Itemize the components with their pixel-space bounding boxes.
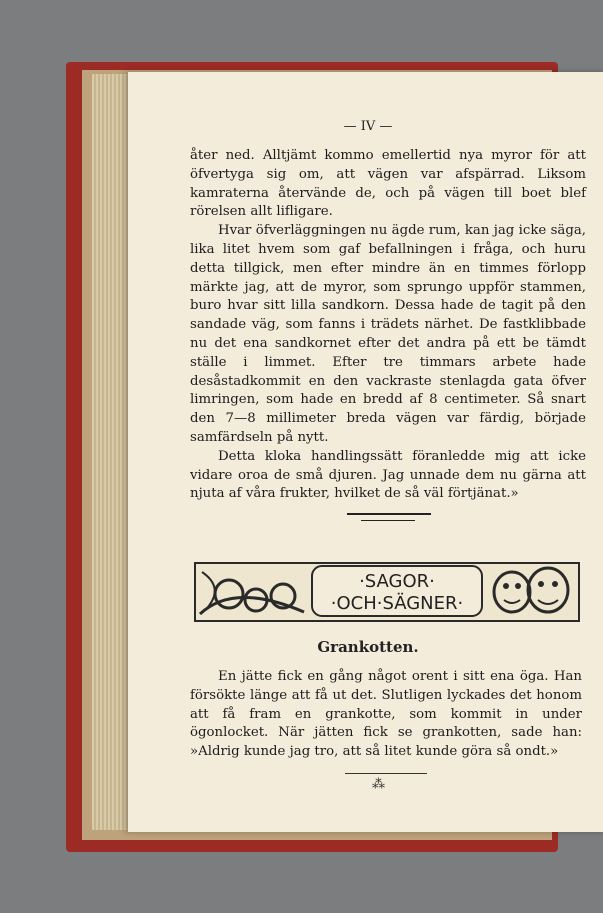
banner-line-2: ·OCH·SÄGNER·	[330, 593, 464, 614]
section-rule	[347, 513, 431, 515]
book-page	[128, 72, 603, 832]
end-rule	[345, 773, 427, 774]
paragraph-3: Detta kloka handlingssätt föranledde mig att icke vidare oroa de små djuren. Jag unnade dem nu gärna att njuta af våra frukter, hvilket de så väl förtjänat.»	[190, 448, 586, 502]
story-text	[190, 668, 582, 762]
sagor-banner	[194, 562, 580, 622]
main-text	[190, 147, 586, 504]
section-rule-short	[361, 520, 415, 521]
paragraph-2: Hvar öfverläggningen nu ägde rum, kan jag icke säga, lika litet hvem som gaf befallningen i fråga, och huru detta tillgick, men efter mindre än en timmes förlopp märkte jag, att de myror, som sprungo uppför stammen, buro hvar sitt lilla sandkorn. Dessa hade de tagit på den sandade väg, som fanns i trädets närhet. De fastklibbade nu det ena sandkornet efter det andra på ett be tämdt ställe i limmet. Efter tre timmars arbete hade desåstadkommit en den vackraste stenlagda gata öfver limringen, som hade en bredd af 8 centimeter. Så snart den 7—8 millimeter breda vägen var färdig, började samfärdseln på nytt.	[190, 223, 586, 445]
banner-line-1: ·SAGOR·	[359, 571, 435, 592]
page-number: — IV —	[343, 119, 393, 134]
paragraph-1: åter ned. Alltjämt kommo emellertid nya myror för att öfvertyga sig om, att vägen var afspärrad. Liksom kamraterna återvände de, och på vägen till boet blef rörelsen allt lifligare.	[190, 148, 586, 220]
story-title: Grankotten.	[317, 638, 419, 656]
story-paragraph: En jätte fick en gång något orent i sitt ena öga. Han försökte länge att få ut det. Slutligen lyckades det honom att få fram en grankotte, som kommit in under ögonlocket. När jätten fick se grankotten, sade han: »Aldrig kunde jag tro, att så litet kunde göra så ondt.»	[190, 669, 582, 760]
end-ornament-icon: ⁂	[372, 777, 385, 792]
